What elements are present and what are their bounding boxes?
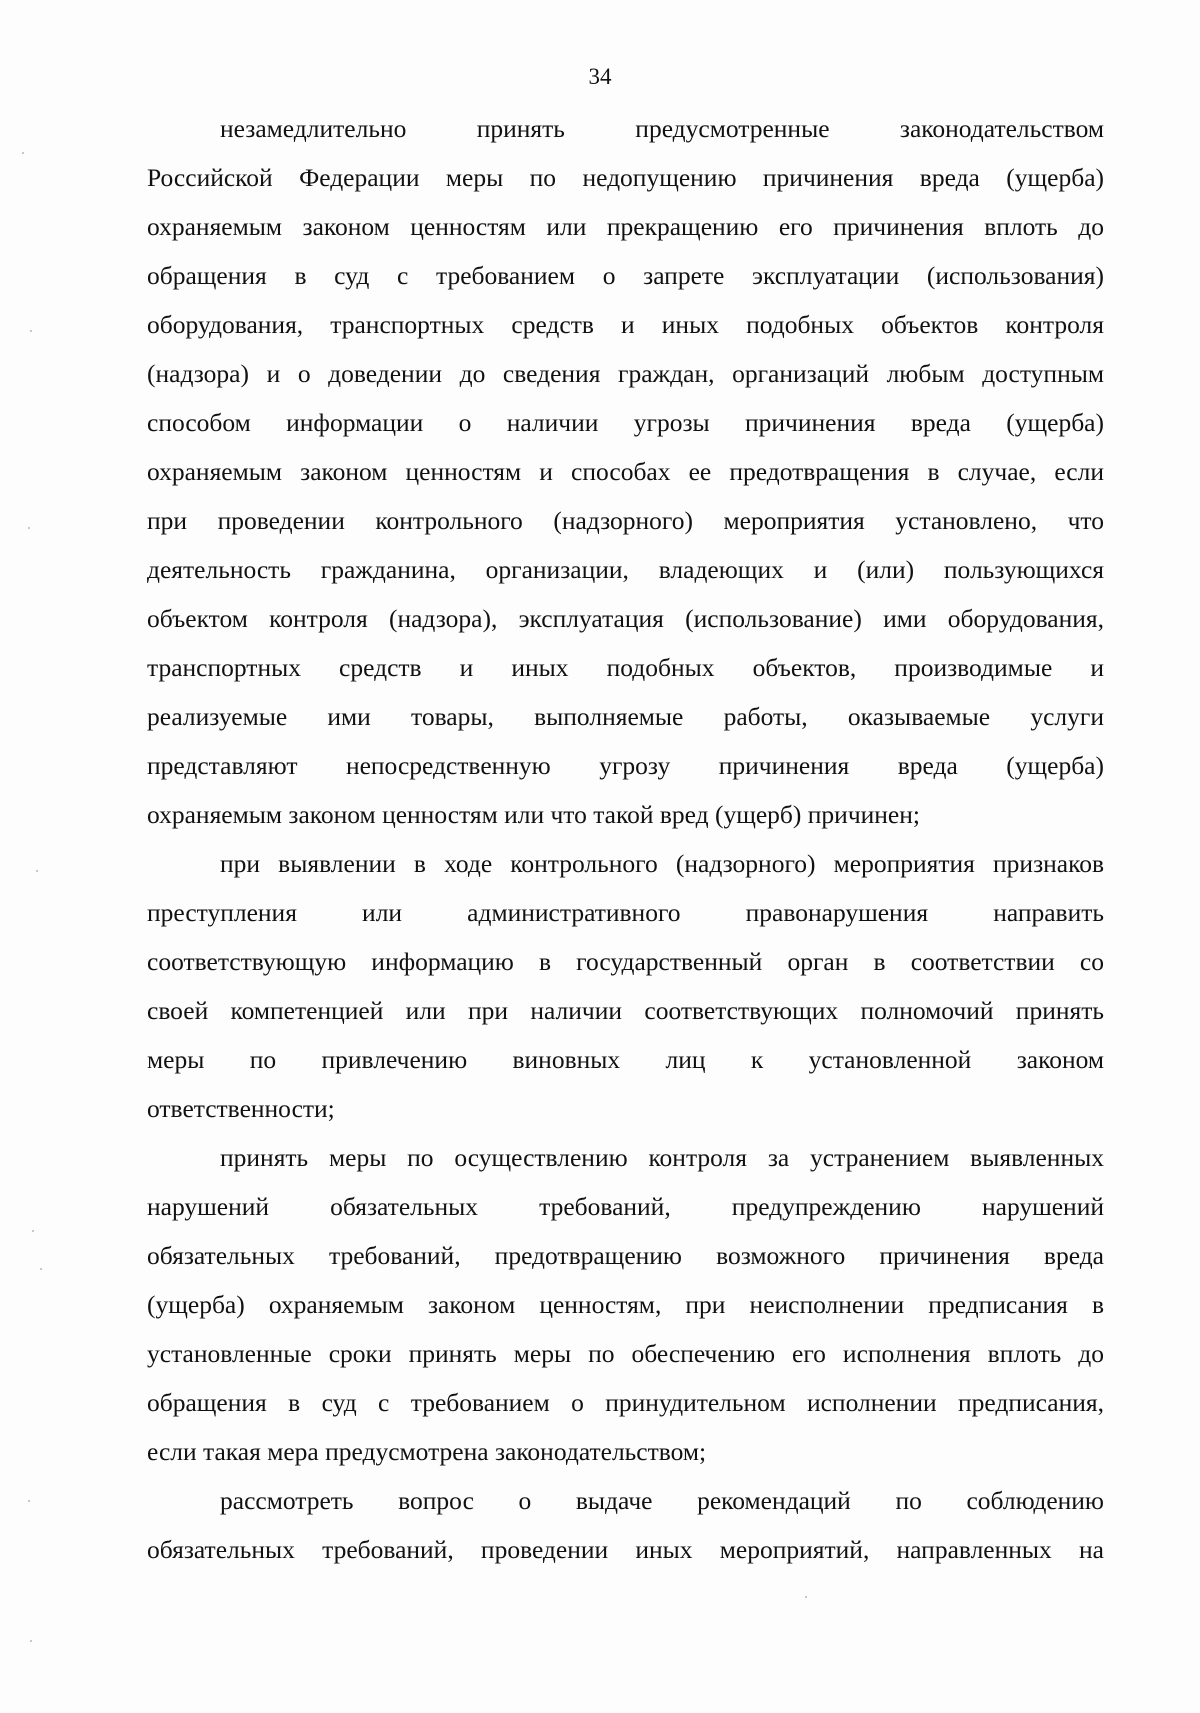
paragraph-4 — [147, 1476, 1104, 1574]
text-line: меры по привлечению виновных лиц к установленной законом — [147, 1045, 1104, 1074]
paragraph-1 — [147, 104, 1104, 839]
text-line: нарушений обязательных требований, предупреждению нарушений — [147, 1192, 1104, 1221]
text-line: деятельность гражданина, организации, владеющих и (или) пользующихся — [147, 555, 1104, 584]
text-line: ответственности; — [147, 1094, 335, 1123]
text-line: принять меры по осуществлению контроля за устранением выявленных — [220, 1143, 1104, 1172]
text-line: представляют непосредственную угрозу причинения вреда (ущерба) — [147, 751, 1104, 780]
text-line: объектом контроля (надзора), эксплуатация (использование) ими оборудования, — [147, 604, 1104, 633]
text-line: (ущерба) охраняемым законом ценностям, при неисполнении предписания в — [147, 1290, 1104, 1319]
text-line: при проведении контрольного (надзорного) мероприятия установлено, что — [147, 506, 1104, 535]
scan-speck — [32, 1230, 34, 1232]
body-text — [147, 104, 1104, 1574]
scan-speck — [36, 870, 38, 872]
text-line: своей компетенцией или при наличии соответствующих полномочий принять — [147, 996, 1104, 1025]
page-number: 34 — [588, 64, 612, 89]
text-line: Российской Федерации меры по недопущению причинения вреда (ущерба) — [147, 163, 1104, 192]
text-line: рассмотреть вопрос о выдаче рекомендаций по соблюдению — [220, 1486, 1104, 1515]
scan-speck — [22, 152, 24, 154]
text-line: установленные сроки принять меры по обеспечению его исполнения вплоть до — [147, 1339, 1104, 1368]
text-line: при выявлении в ходе контрольного (надзорного) мероприятия признаков — [220, 849, 1104, 878]
scan-speck — [30, 330, 32, 332]
text-line: соответствующую информацию в государственный орган в соответствии со — [147, 947, 1104, 976]
scan-speck — [28, 1500, 30, 1502]
text-line: если такая мера предусмотрена законодательством; — [147, 1437, 707, 1466]
paragraph-3 — [147, 1133, 1104, 1476]
text-line: транспортных средств и иных подобных объектов, производимые и — [147, 653, 1104, 682]
text-line: преступления или административного правонарушения направить — [147, 898, 1104, 927]
text-line: оборудования, транспортных средств и иных подобных объектов контроля — [147, 310, 1104, 339]
scan-speck — [805, 1596, 807, 1598]
text-line: реализуемые ими товары, выполняемые работы, оказываемые услуги — [147, 702, 1104, 731]
text-line: способом информации о наличии угрозы причинения вреда (ущерба) — [147, 408, 1104, 437]
text-line: обращения в суд с требованием о запрете эксплуатации (использования) — [147, 261, 1104, 290]
text-line: охраняемым законом ценностям и способах ее предотвращения в случае, если — [147, 457, 1104, 486]
scan-speck — [40, 1268, 42, 1270]
text-line: обращения в суд с требованием о принудительном исполнении предписания, — [147, 1388, 1104, 1417]
text-line: охраняемым законом ценностям или прекращению его причинения вплоть до — [147, 212, 1104, 241]
text-line: незамедлительно принять предусмотренные законодательством — [220, 114, 1104, 143]
text-line: обязательных требований, проведении иных мероприятий, направленных на — [147, 1535, 1104, 1564]
text-line: (надзора) и о доведении до сведения граждан, организаций любым доступным — [147, 359, 1104, 388]
scan-speck — [28, 527, 30, 529]
paragraph-2 — [147, 839, 1104, 1133]
scan-speck — [30, 1640, 32, 1642]
text-line: обязательных требований, предотвращению возможного причинения вреда — [147, 1241, 1104, 1270]
text-line: охраняемым законом ценностям или что такой вред (ущерб) причинен; — [147, 800, 920, 829]
